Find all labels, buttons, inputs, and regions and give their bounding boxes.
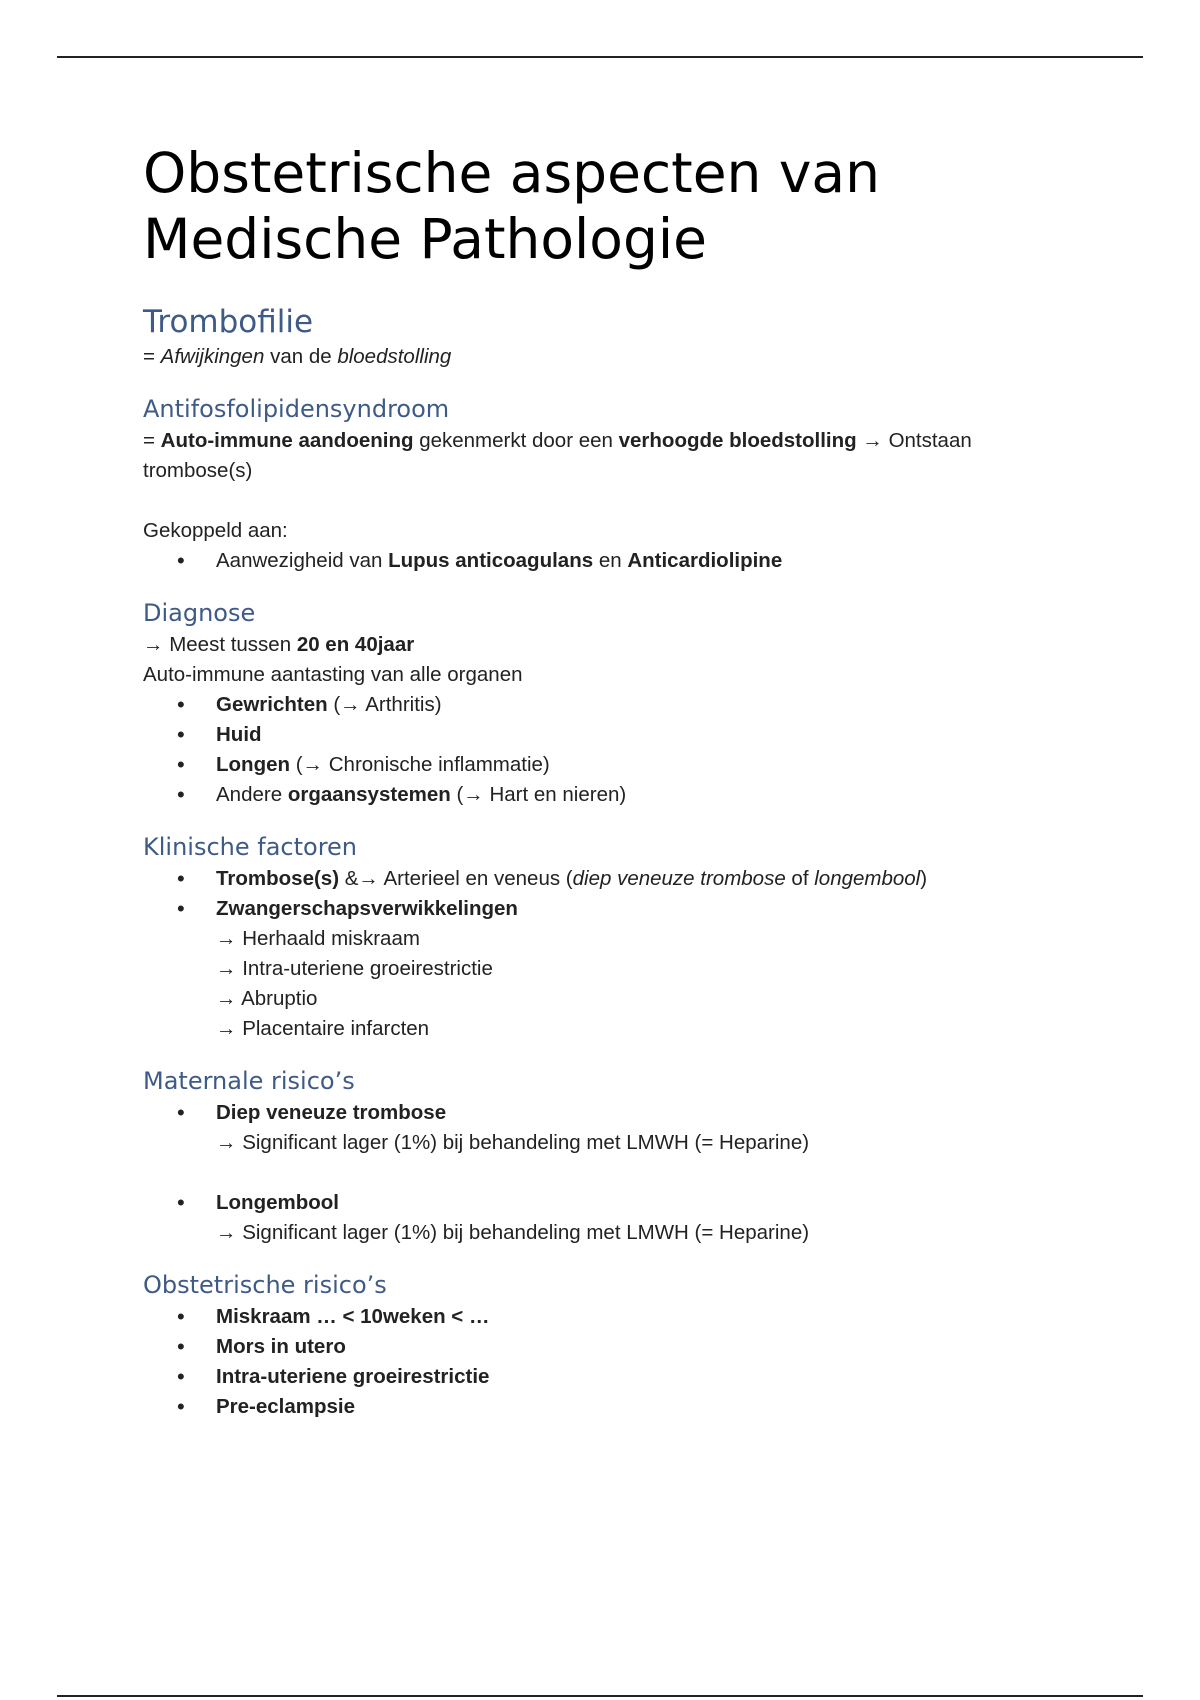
maternaal-list bbox=[143, 1098, 1063, 1248]
aps-linked-label: Gekoppeld aan: bbox=[143, 519, 288, 542]
obstetrisch-list bbox=[143, 1302, 1063, 1422]
aps-linked-list bbox=[143, 546, 1063, 576]
list-item: • Longen (→ Chronische inflammatie) bbox=[143, 750, 1063, 780]
heading-obstetrische-risicos: Obstetrische risico’s bbox=[143, 1271, 387, 1299]
sub-line: → Abruptio bbox=[216, 987, 318, 1010]
list-item: • Huid bbox=[143, 720, 1063, 750]
sub-line: → Significant lager (1%) bij behandeling met LMWH (= Heparine) bbox=[216, 1221, 810, 1244]
sub-line: → Intra-uteriene groeirestrictie bbox=[216, 957, 493, 980]
klinisch-list bbox=[143, 864, 1063, 1044]
list-item: • Mors in utero bbox=[143, 1332, 1063, 1362]
list-item: • Pre-eclampsie bbox=[143, 1392, 1063, 1422]
diagnose-age: → Meest tussen 20 en 40jaar bbox=[143, 633, 415, 656]
heading-maternale-risicos: Maternale risico’s bbox=[143, 1067, 355, 1095]
list-item: • Trombose(s) &→ Arterieel en veneus (diep veneuze trombose of longembool) bbox=[143, 864, 1063, 894]
list-item: • Gewrichten (→ Arthritis) bbox=[143, 690, 1063, 720]
heading-antifosfolipidensyndroom: Antifosfolipidensyndroom bbox=[143, 395, 450, 423]
list-item: • Miskraam … < 10weken < … bbox=[143, 1302, 1063, 1332]
aps-definition: = Auto-immune aandoening gekenmerkt door een verhoogde bloedstolling → Ontstaan trombose(s) bbox=[143, 429, 972, 482]
page-title: Obstetrische aspecten van Medische Pathologie bbox=[143, 141, 880, 271]
diagnose-organs: Auto-immune aantasting van alle organen bbox=[143, 663, 523, 686]
sub-line: → Placentaire infarcten bbox=[216, 1017, 430, 1040]
list-item: • Andere orgaansystemen (→ Hart en nieren) bbox=[143, 780, 1063, 810]
top-rule bbox=[57, 56, 1143, 58]
document-body bbox=[143, 140, 1063, 1422]
trombofilie-definition: = Afwijkingen van de bloedstolling bbox=[143, 345, 452, 368]
sub-line: → Significant lager (1%) bij behandeling met LMWH (= Heparine) bbox=[216, 1131, 810, 1154]
heading-trombofilie: Trombofilie bbox=[143, 304, 314, 340]
spacer bbox=[143, 486, 1063, 516]
sub-line: → Herhaald miskraam bbox=[216, 927, 420, 950]
diagnose-list bbox=[143, 690, 1063, 810]
heading-diagnose: Diagnose bbox=[143, 599, 256, 627]
list-item: • Intra-uteriene groeirestrictie bbox=[143, 1362, 1063, 1392]
list-item: • Zwangerschapsverwikkelingen → Herhaald miskraam → Intra-uteriene groeirestrictie → Abruptio → Placentaire infarcten bbox=[143, 894, 1063, 1044]
list-item: • Aanwezigheid van Lupus anticoagulans en Anticardiolipine bbox=[143, 546, 1063, 576]
heading-klinische-factoren: Klinische factoren bbox=[143, 833, 358, 861]
list-item: • Diep veneuze trombose → Significant lager (1%) bij behandeling met LMWH (= Heparine) bbox=[143, 1098, 1063, 1158]
list-item: • Longembool → Significant lager (1%) bij behandeling met LMWH (= Heparine) bbox=[143, 1188, 1063, 1248]
bottom-rule bbox=[57, 1695, 1143, 1697]
